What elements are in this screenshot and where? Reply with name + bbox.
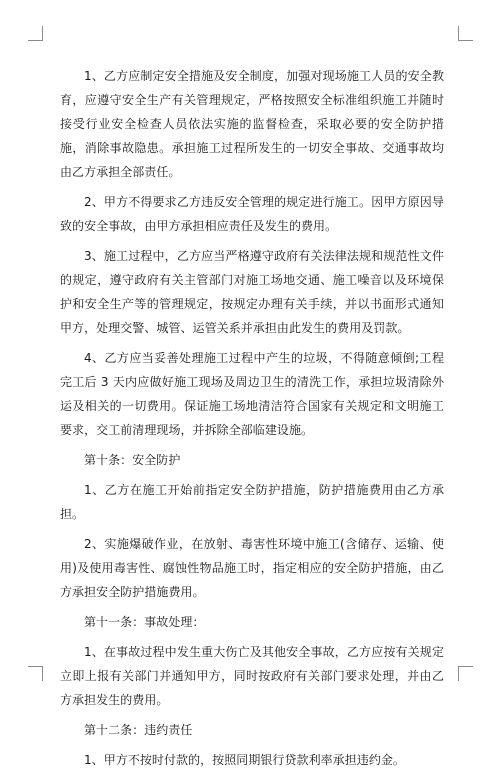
- section-heading-article-11: 第十一条：事故处理：: [84, 615, 205, 629]
- paragraph-safety-measures: 1、乙方应制定安全措施及安全制度，加强对现场施工人员的安全教育，应遵守安全生产有关管理规定，严格按照安全标准组织施工并随时接受行业安全检查人员依法实施的监督检查，采取必要的安全防护措施，消除事故隐患。承担施工过程所发生的一切安全事故、交通事故均由乙方承担全部责任。: [60, 69, 444, 179]
- section-heading-article-12: 第十二条：违约责任: [84, 723, 193, 737]
- paragraph-protection-measures: 1、乙方在施工开始前指定安全防护措施，防护措施费用由乙方承担。: [60, 483, 444, 521]
- section-heading-article-10: 第十条：安全防护: [84, 453, 181, 467]
- crop-mark-top-left: [28, 26, 43, 41]
- paragraph-late-payment: 1、甲方不按时付款的，按照同期银行贷款利率承担违约金。: [84, 753, 405, 767]
- crop-mark-top-right: [458, 26, 473, 41]
- paragraph-accident-reporting: 1、在事故过程中发生重大伤亡及其他安全事故，乙方应按有关规定立即上报有关部门并通知甲方，同时按政府有关部门要求处理，并由乙方承担发生的费用。: [60, 645, 444, 707]
- paragraph-hazardous-work: 2、实施爆破作业，在放射、毒害性环境中施工(含储存、运输、使用)及使用毒害性、腐蚀性物品施工时，指定相应的安全防护措施，由乙方承担安全防护措施费用。: [60, 537, 444, 599]
- document-body: [60, 64, 444, 778]
- crop-mark-bottom-left: [28, 666, 43, 681]
- paragraph-party-a-safety: 2、甲方不得要求乙方违反安全管理的规定进行施工。因甲方原因导致的安全事故，由甲方承担相应责任及发生的费用。: [60, 195, 444, 233]
- paragraph-waste-handling: 4、乙方应当妥善处理施工过程中产生的垃圾，不得随意倾倒;工程完工后 3 天内应做好施工现场及周边卫生的清洗工作，承担垃圾清除外运及相关的一切费用。保证施工场地清洁符合国家有关规定和文明施工要求，交工前清理现场，并拆除全部临建设施。: [60, 351, 444, 437]
- crop-mark-bottom-right: [458, 666, 473, 681]
- paragraph-regulations: 3、施工过程中，乙方应当严格遵守政府有关法律法规和规范性文件的规定，遵守政府有关主管部门对施工场地交通、施工噪音以及环境保护和安全生产等的管理规定，按规定办理有关手续，并以书面形式通知甲方，处理交警、城管、运管关系并承担由此发生的费用及罚款。: [60, 249, 444, 335]
